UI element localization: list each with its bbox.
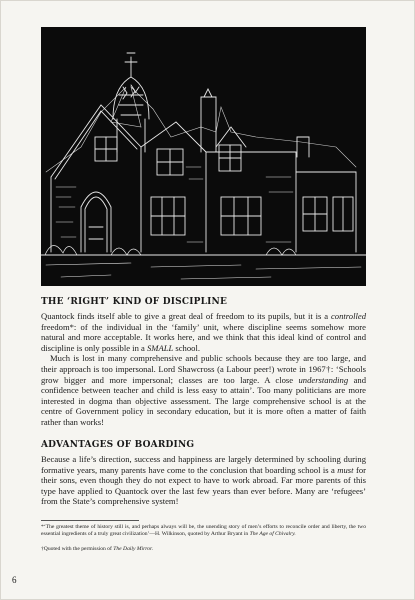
paragraph: Because a life’s direction, success and happiness are largely determined by schooling during formative years, many parents have come to the conclusion that boarding school is a must for their sons, even though they do not expect to have to work abroad. Far more parents of this type have applied to Quantock over the last few years than ever before. Many are ‘refugees’ from the State’s comprehensive system! xyxy=(41,454,366,507)
section-heading-boarding: ADVANTAGES OF BOARDING xyxy=(41,440,195,450)
section-body-boarding xyxy=(41,454,366,507)
footnote-2: †Quoted with the permission of The Daily Mirror. xyxy=(41,546,153,552)
footnote-1: *‘The greatest theme of history still is, and perhaps always will be, the unending story of men’s efforts to reconcile order and liberty, the two essential ingredients of a truly great civilization’—H. Wilkinson, quoted by Arthur Bryant in The Age of Chivalry. xyxy=(41,524,366,538)
section-heading-discipline: THE ‘RIGHT’ KIND OF DISCIPLINE xyxy=(41,297,228,307)
building-sketch-icon xyxy=(41,27,366,286)
section-body-discipline xyxy=(41,311,366,428)
footnote-divider xyxy=(41,520,139,521)
page-number: 6 xyxy=(12,575,17,585)
school-building-illustration xyxy=(41,27,366,286)
paragraph: Quantock finds itself able to give a great deal of freedom to its pupils, but it is a controlled freedom*: of the individual in the ‘family’ unit, where discipline seems somehow more natural and more acceptable. It works here, and we think that this ideal kind of control and discipline is only possible in a SMALL school. xyxy=(41,311,366,353)
paragraph: Much is lost in many comprehensive and public schools because they are too large, and their approach is too impersonal. Lord Shawcross (a Labour peer!) wrote in 1967†: ‘Schools grow bigger and more impersonal; classes are too large. A close understanding and confidence between teacher and child is less easy to attain’. Too many politicians are more interested in dogma than objective assessment. The large comprehensive school is at the centre of Government policy in secondary education, but it is more often a matter of faith rather than works! xyxy=(41,353,367,427)
